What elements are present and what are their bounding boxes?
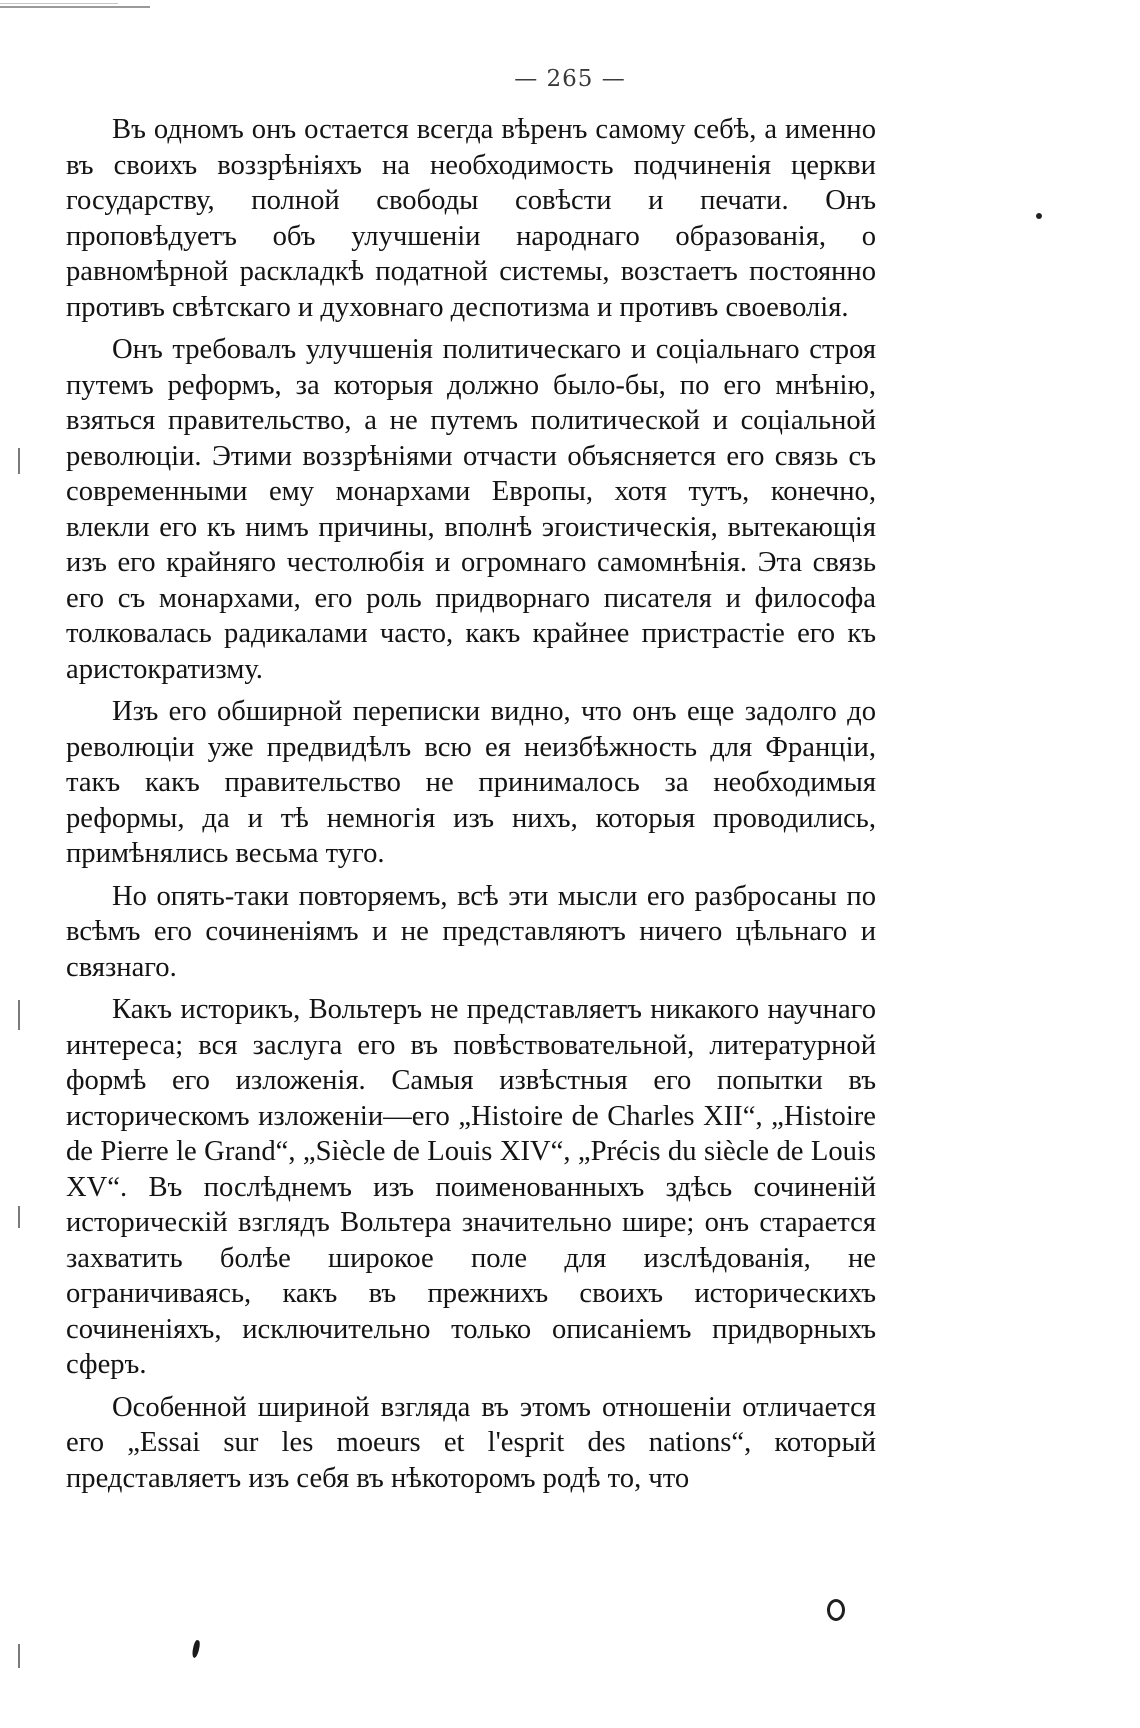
scan-edge-line: [0, 6, 150, 8]
scan-margin-mark: [18, 448, 20, 474]
paragraph: Но опять-таки повторяемъ, всѣ эти мысли его разбросаны по всѣмъ его сочиненіямъ и не представляютъ ничего цѣльнаго и связнаго.: [66, 880, 876, 983]
paragraph: Онъ требовалъ улучшенія политическаго и соціальнаго строя путемъ реформъ, за которыя должно было-бы, по его мнѣнію, взяться правительство, а не путемъ политической и соціальной революціи. Этими воззрѣніями отчасти объясняется его связь съ современными ему монархами Европы, хотя тутъ, конечно, влекли его къ нимъ причины, вполнѣ эгоистическія, вытекающія изъ его крайняго честолюбія и огромнаго самомнѣнія. Эта связь его съ монархами, его роль придворнаго писателя и философа толковалась радикалами часто, какъ крайнее пристрастіе его къ аристократизму.: [66, 334, 876, 685]
scan-edge-line: [0, 3, 118, 4]
scan-margin-mark: [18, 1000, 20, 1030]
ink-speck: [1036, 213, 1042, 219]
paragraph: Въ одномъ онъ остается всегда вѣренъ самому себѣ, а именно въ своихъ воззрѣніяхъ на необходимость подчиненія церкви государству, полной свободы совѣсти и печати. Онъ проповѣдуетъ объ улучшеніи народнаго образованія, о равномѣрной раскладкѣ податной системы, возстаетъ постоянно противъ свѣтскаго и духовнаго деспотизма и противъ своеволія.: [66, 114, 876, 323]
paragraph: Изъ его обширной переписки видно, что онъ еще задолго до революціи уже предвидѣлъ всю ея неизбѣжность для Франціи, такъ какъ правительство не принималось за необходимыя реформы, да и тѣ немногія изъ нихъ, которыя проводились, примѣнялись весьма туго.: [66, 696, 876, 869]
body-text: [66, 112, 876, 1503]
ink-ring-mark: [827, 1599, 845, 1621]
scan-margin-mark: [18, 1644, 20, 1668]
ink-tick-mark: [191, 1640, 201, 1659]
page-number: — 265 —: [514, 66, 626, 92]
paragraph: Какъ историкъ, Вольтеръ не представляетъ никакого научнаго интереса; вся заслуга его въ повѣствовательной, литературной формѣ его изложенія. Самыя извѣстныя его попытки въ историческомъ изложеніи—его „Histoire de Charles XII“, „Histoire de Pierre le Grand“, „Siècle de Louis XIV“, „Précis du siècle de Louis XV“. Въ послѣднемъ изъ поименованныхъ здѣсь сочиненій историческій взглядъ Вольтера значительно шире; онъ старается захватить болѣе широкое поле для изслѣдованія, не ограничиваясь, какъ въ прежнихъ своихъ историческихъ сочиненіяхъ, исключительно только описаніемъ придворныхъ сферъ.: [66, 994, 876, 1380]
paragraph: Особенной шириной взгляда въ этомъ отношеніи отличается его „Essai sur les moeurs et l'esprit des nations“, который представляетъ изъ себя въ нѣкоторомъ родѣ то, что: [66, 1391, 876, 1494]
scan-margin-mark: [18, 1206, 20, 1228]
